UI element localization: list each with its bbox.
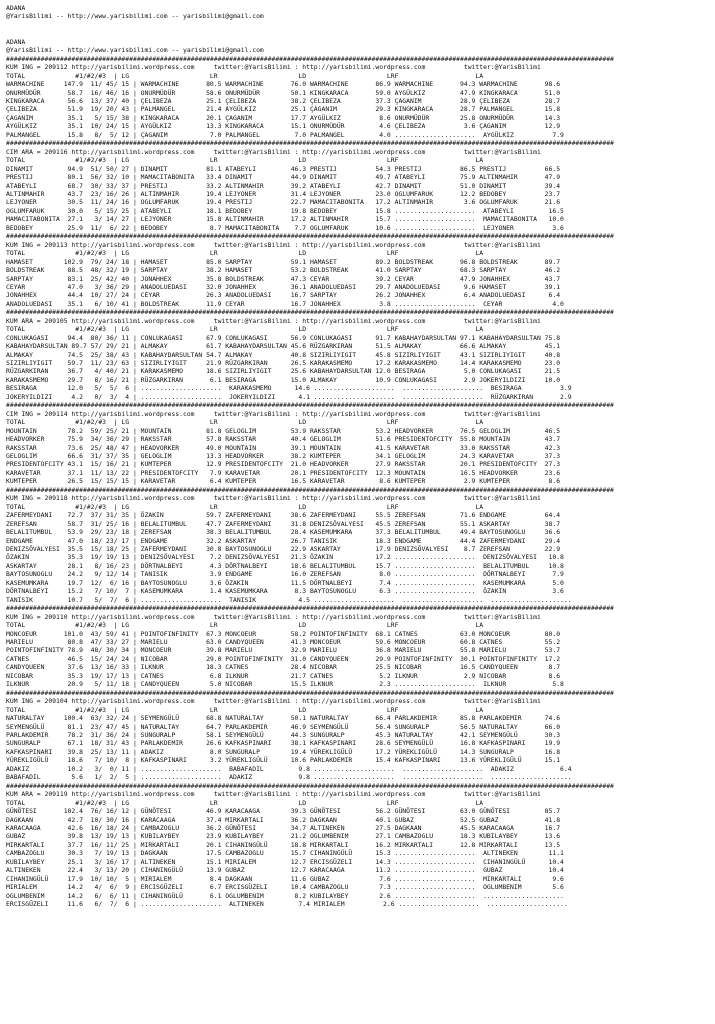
page-header-line: ADANA <box>6 4 26 12</box>
report-line: JOKERYILDIZI 4.2 0/ 3/ 4 | ..................... JOKERYILDIZI 4.1 ..................... ..................... RÜZGARKIRAN 2.9 <box>6 392 572 401</box>
report-line: GÜNÖTESI 102.4 76/ 16/ 12 | GÜNÖTESI 46.9 KARACAAGA 39.3 GÜNÖTESI 56.2 GÜNÖTESI 63.0 GÜNÖTESI 85.7 <box>6 807 561 816</box>
report-line: ONURMÜDÜR 58.7 16/ 46/ 16 | ONURMÜDÜR 58.6 ONURMÜDÜR 50.1 KINGKARACA 59.0 AYGÜLKIZ 47.9 KINGKARACA 51.0 <box>6 88 561 97</box>
report-line: NICOBAR 35.3 19/ 17/ 13 | CATNES 6.8 ILKNUR 21.7 CATNES 5.2 ILKNUR 2.9 NICOBAR 8.6 <box>6 671 561 680</box>
report-line: BELALITUMBUL 53.9 29/ 23/ 18 | ZEREFSAN 38.3 BELALITUMBUL 28.4 KASEMUMKARA 37.3 BELALITUMBUL 49.4 BAYTOSUNOGLU 36.6 <box>6 528 561 537</box>
report-line: ADAKIZ 10.2 3/ 0/ 11 | ..................... BABAFADIL 9.8 ..................... ..................... ADAKIZ 6.4 <box>6 764 572 773</box>
report-line: KUMTEPER 26.5 15/ 15/ 15 | KARAVETAR 6.4 KUMTEPER 16.5 KARAVETAR 8.6 KUMTEPER 2.9 KUMTEPER 8.6 <box>6 477 561 486</box>
report-line: SUNGURALP 67.1 18/ 31/ 43 | PARLAKDEMIR 26.6 KAFKASPINARI 38.1 KAFKASPINARI 28.6 SEYMENGÜLÜ 16.8 KAFKASPINARI 19.9 <box>6 739 561 748</box>
report-line: KAFKASPINARI 39.8 25/ 13/ 11 | ADAKIZ 8.0 SUNGURALP 19.4 YÜREKLIGÜLÜ 17.2 YÜREKLIGÜLÜ 14.3 SUNGURALP 16.8 <box>6 747 561 756</box>
race-header: KUM ING = 209104 http://yarisbilimi.wordpress.com twitter:@YarisBilimi : http://yarisbilimi.wordpress.com twitter:@YarisBilimi <box>6 697 541 706</box>
report-line: RAKSSTAR 73.6 25/ 48/ 47 | HEADVORKER 49.0 MOUNTAIN 39.1 MOUNTAIN 41.5 KARAVETAR 33.0 RAKSSTAR 42.3 <box>6 443 561 452</box>
report-line: WARMACHINE 147.9 11/ 45/ 15 | WARMACHINE 80.5 WARMACHINE 76.0 WARMACHINE 86.9 WARMACHINE 94.3 WARMACHINE 98.6 <box>6 80 561 89</box>
column-header: TOTAL #1/#2/#3 | LG LR LD LRF LA <box>6 325 484 334</box>
report-line: KARAKASMEMO 29.7 8/ 16/ 21 | RÜZGARKIRAN 6.1 BESIRAGA 15.0 ALMAKAY 10.9 CONLUKAGASI 2.9 JOKERYILDIZI 10.0 <box>6 375 561 384</box>
race-header: KUM ING = 209118 http://yarisbilimi.wordpress.com twitter:@YarisBilimi : http://yarisbilimi.wordpress.com twitter:@YarisBilimi <box>6 494 541 503</box>
report-line: CEYAR 47.0 3/ 36/ 29 | ANADOLUEDASI 32.0 JONAHHEX 36.1 ANADOLUEDASI 29.7 ANADOLUEDASI 9.6 HAMASET 39.1 <box>6 282 561 291</box>
column-header: TOTAL #1/#2/#3 | LG LR LD LRF LA <box>6 705 484 714</box>
race-header: KUM ARA = 209119 http://yarisbilimi.wordpress.com twitter:@YarisBilimi : http://yarisbilimi.wordpress.com twitter:@YarisBilimi <box>6 790 541 799</box>
section-divider: ############################################################################################################################################################## <box>6 781 614 790</box>
report-line: SEYMENGÜLÜ 81.1 23/ 47/ 45 | NATURALTAY 64.7 PARLAKDEMIR 46.9 SEYMENGÜLÜ 56.4 SUNGURALP 56.5 NATURALTAY 66.0 <box>6 722 561 731</box>
column-header: TOTAL #1/#2/#3 | LG LR LD LRF LA <box>6 621 484 630</box>
report-line: KINGKARACA 56.6 13/ 37/ 40 | ÇELIBEZA 25.1 ÇELIBEZA 38.2 ÇELIBEZA 37.3 ÇAGANIM 28.9 ÇELIBEZA 28.7 <box>6 96 561 105</box>
report-line: MIRIALEM 14.2 4/ 6/ 9 | ERCISGÜZELI 6.7 ERCISGÜZELI 10.4 CAMBAZOGLU 7.3 ..................... OGLUMBENIM 5.6 <box>6 883 564 892</box>
race-header: CIM ING = 209114 http://yarisbilimi.wordpress.com twitter:@YarisBilimi : http://yarisbilimi.wordpress.com twitter:@YarisBilimi <box>6 409 541 418</box>
report-line: MIRKARTALI 37.7 16/ 11/ 25 | MIRKARTALI 20.1 CIHANINGÜLÜ 18.8 MIRKARTALI 16.2 MIRKARTALI 12.8 MIRKARTALI 13.5 <box>6 840 561 849</box>
column-header: TOTAL #1/#2/#3 | LG LR LD LRF LA <box>6 502 484 511</box>
report-line: JONAHHEX 44.4 10/ 27/ 24 | CEYAR 26.3 ANADOLUEDASI 16.7 SARPTAY 26.2 JONAHHEX 6.4 ANADOLUEDASI 6.4 <box>6 291 561 300</box>
report-line: MAMACITABONITA 27.1 3/ 14/ 27 | LEJYONER 15.8 ALTINMAHIR 17.2 ALTINMAHIR 15.7 ..................... MAMACITABONITA 10.0 <box>6 215 564 224</box>
report-line: PRESIDENTOFCITY 43.1 15/ 16/ 21 | KUMTEPER 12.9 PRESIDENTOFCITY 21.0 HEADVORKER 27.9 RAKSSTAR 20.1 PRESIDENTOFCITY 27.3 <box>6 460 561 469</box>
report-line: CAMBAZOGLU 30.3 7/ 19/ 13 | DAGKAAN 17.5 CAMBAZOGLU 15.7 CIHANINGÜLÜ 15.3 ..................... ALTINEKEN 11.1 <box>6 849 564 858</box>
report-line: ENDGAME 47.0 18/ 23/ 17 | ENDGAME 32.2 ASKARTAY 26.7 TANISIK 18.3 ENDGAME 44.4 ZAFERMEYDANI 29.4 <box>6 536 561 545</box>
race-header: KUM ING = 209112 http://yarisbilimi.wordpress.com twitter:@YarisBilimi : http://yarisbilimi.wordpress.com twitter:@YarisBilimi <box>6 63 541 72</box>
report-line: OGLUMBENIM 14.2 6/ 6/ 11 | CIHANINGÜLÜ 6.1 OGLUMBENIM 8.2 KUBILAYBEY 2.6 ..................... ..................... <box>6 891 564 900</box>
report-line: ÖZAKIN 35.3 19/ 19/ 13 | DENIZSÖVALYESI 7.2 DENIZSÖVALYESI 21.3 ÖZAKIN 17.2 ..................... DENIZSÖVALYESI 10.8 <box>6 553 564 562</box>
section-divider: ############################################################################################################################################################## <box>6 485 614 494</box>
section-divider: ############################################################################################################################################################## <box>6 604 614 613</box>
report-line: SARPTAY 83.1 25/ 42/ 40 | JONAHHEX 35.8 BOLDSTREAK 47.3 CEYAR 39.2 CEYAR 47.9 JONAHHEX 43.7 <box>6 274 561 283</box>
section-divider: ############################################################################################################################################################## <box>6 401 614 410</box>
section-divider: ############################################################################################################################################################## <box>6 139 614 148</box>
race-report-document <box>6 4 711 908</box>
report-line: MARIELU 80.8 47/ 33/ 27 | MARIELU 63.0 CANDYQUEEN 41.3 MONCOEUR 59.6 MONCOEUR 60.8 CATNES 55.2 <box>6 637 561 646</box>
report-line: HAMASET 102.9 79/ 24/ 18 | HAMASET 85.0 SARPTAY 59.1 HAMASET 89.2 BOLDSTREAK 96.8 BOLDSTREAK 89.7 <box>6 257 561 266</box>
column-header: TOTAL #1/#2/#3 | LG LR LD LRF LA <box>6 249 484 258</box>
report-line: BAYTOSUNOGLU 24.2 9/ 12/ 14 | TANISIK 3.9 ENDGAME 16.0 ZEREFSAN 8.0 ..................... DÖRTNALBEYI 7.9 <box>6 570 564 579</box>
report-line: RÜZGARKIRAN 36.7 4/ 40/ 21 | KARAKASMEMO 18.6 SIZIRLIYIGIT 25.6 KABAHAYDARSULTAN 12.0 BESIRAGA 5.0 CONLUKAGASI 21.5 <box>6 367 561 376</box>
report-line: TANISIK 10.7 5/ 7/ 6 | ..................... TANISIK 4.5 ..................... ..................... ..................... <box>6 595 572 604</box>
column-header: TOTAL #1/#2/#3 | LG LR LD LRF LA <box>6 418 484 427</box>
report-line: BESIRAGA 12.0 5/ 5/ 6 | ..................... KARAKASMEMO 14.6 ..................... ..................... BESIRAGA 3.9 <box>6 384 572 393</box>
report-line: BABAFADIL 5.6 1/ 2/ 5 | ..................... ADAKIZ 9.8 ..................... ..................... ..................... <box>6 773 572 782</box>
column-header: TOTAL #1/#2/#3 | LG LR LD LRF LA <box>6 71 484 80</box>
report-line: ASKARTAY 28.1 8/ 16/ 23 | DÖRTNALBEYI 4.3 DÖRTNALBEYI 18.6 BELALITUMBUL 15.7 ..................... BELALITUMBUL 10.8 <box>6 561 564 570</box>
race-header: KUM ING = 209113 http://yarisbilimi.wordpress.com twitter:@YarisBilimi : http://yarisbilimi.wordpress.com twitter:@YarisBilimi <box>6 240 541 249</box>
report-line: ILKNUR 20.9 5/ 11/ 18 | CANDYQUEEN 5.0 NICOBAR 15.5 ILKNUR 2.3 ..................... ILKNUR 5.8 <box>6 680 564 689</box>
report-line: KARACAAGA 42.6 16/ 18/ 24 | CAMBAZOGLU 36.2 GÜNÖTESI 34.7 ALTINEKEN 27.5 DAGKAAN 45.5 KARACAAGA 16.7 <box>6 823 561 832</box>
report-line: POINTOFINFINITY 78.9 48/ 30/ 34 | MONCOEUR 39.8 MARIELU 32.9 MARIELU 36.8 MARIELU 55.8 MARIELU 53.7 <box>6 646 561 655</box>
blank-line <box>6 29 711 37</box>
report-line: PRESTIJ 80.1 56/ 32/ 10 | MAMACITABONITA 33.4 DINAMIT 44.9 DINAMIT 49.7 ATABEYLI 75.9 ALTINMAHIR 47.9 <box>6 173 561 182</box>
report-line: ALTINMAHIR 43.7 23/ 16/ 26 | ALTINMAHIR 19.4 LEJYONER 31.4 LEJYONER 23.0 OGLUMFARUK 12.2 BEDOBEY 23.7 <box>6 189 561 198</box>
report-line: ATABEYLI 68.7 30/ 33/ 37 | PRESTIJ 33.2 ALTINMAHIR 39.2 ATABEYLI 42.7 DINAMIT 51.0 DINAMIT 39.4 <box>6 181 561 190</box>
page-header-line: @YarisBilimi -- http://www.yarisbilimi.com -- yarisbilimi@gmail.com <box>6 12 264 21</box>
column-header: TOTAL #1/#2/#3 | LG LR LD LRF LA <box>6 156 484 165</box>
report-line: MONCOEUR 101.0 43/ 59/ 41 | POINTOFINFINITY 67.3 MONCOEUR 58.2 POINTOFINFINITY 68.1 CATNES 63.0 MONCOEUR 80.0 <box>6 629 561 638</box>
report-line: KARAVETAR 37.1 11/ 13/ 22 | PRESIDENTOFCITY 7.9 KARAVETAR 20.1 PRESIDENTOFCITY 12.3 MOUNTAIN 16.5 HEADVORKER 23.6 <box>6 468 561 477</box>
section-divider: ############################################################################################################################################################## <box>6 308 614 317</box>
report-line: ZAFERMEYDANI 72.7 37/ 31/ 35 | ÖZAKIN 59.7 ZAFERMEYDANI 38.6 ZAFERMEYDANI 55.5 ZEREFSAN 71.6 ENDGAME 64.4 <box>6 511 561 520</box>
report-line: BOLDSTREAK 88.5 48/ 32/ 19 | SARPTAY 38.2 HAMASET 53.2 BOLDSTREAK 41.0 SARPTAY 68.3 SARPTAY 46.2 <box>6 266 561 275</box>
report-line: CATNES 46.5 15/ 24/ 24 | NICOBAR 29.0 POINTOFINFINITY 31.0 CANDYQUEEN 29.9 POINTOFINFINITY 30.1 POINTOFINFINITY 17.2 <box>6 654 561 663</box>
report-line: ÇELIBEZA 51.9 19/ 20/ 43 | PALMANGEL 21.4 AYGÜLKIZ 25.1 ÇAGANIM 29.3 KINGKARACA 28.7 PALMANGEL 15.8 <box>6 105 561 114</box>
page-header-line: @YarisBilimi -- http://www.yarisbilimi.com -- yarisbilimi@gmail.com <box>6 46 264 55</box>
report-line: DINAMIT 94.9 51/ 50/ 27 | DINAMIT 81.1 ATABEYLI 46.3 PRESTIJ 54.3 PRESTIJ 86.5 PRESTIJ 66.5 <box>6 164 561 173</box>
report-line: CONLUKAGASI 94.4 80/ 36/ 11 | CONLUKAGASI 67.9 CONLUKAGASI 56.9 CONLUKAGASI 91.7 KABAHAYDARSULTAN 97.1 KABAHAYDARSULTAN 75.8 <box>6 333 561 342</box>
report-line: GELOGLIM 66.6 31/ 37/ 35 | GELOGLIM 13.3 HEADVORKER 38.2 KUMTEPER 34.1 GELOGLIM 24.3 KARAVETAR 37.3 <box>6 452 561 461</box>
report-line: PARLAKDEMIR 78.2 31/ 36/ 24 | SUNGURALP 58.1 SEYMENGÜLÜ 44.3 SUNGURALP 45.3 NATURALTAY 42.1 SEYMENGÜLÜ 30.3 <box>6 730 561 739</box>
race-header: CIM ARA = 209116 http://yarisbilimi.wordpress.com twitter:@YarisBilimi : http://yarisbilimi.wordpress.com twitter:@YarisBilimi <box>6 147 541 156</box>
report-line: CIHANINGÜLÜ 17.9 10/ 10/ 5 | MIRIALEM 8.4 DAGKAAN 11.6 GUBAZ 7.6 ..................... MIRKARTALI 9.6 <box>6 874 564 883</box>
report-line: ALMAKAY 74.5 25/ 38/ 43 | KABAHAYDARSULTAN 54.7 ALMAKAY 40.8 SIZIRLIYIGIT 45.8 SIZIRLIYIGIT 43.1 SIZIRLIYIGIT 40.8 <box>6 350 561 359</box>
race-header: KUM ING = 209110 http://yarisbilimi.wordpress.com twitter:@YarisBilimi : http://yarisbilimi.wordpress.com twitter:@YarisBilimi <box>6 612 541 621</box>
section-divider: ############################################################################################################################################################## <box>6 232 614 241</box>
report-line: ERCISGÜZELI 11.6 6/ 7/ 6 | ..................... ALTINEKEN 7.4 MIRIALEM 2.6 ..................... ..................... <box>6 900 568 909</box>
report-line: DENIZSÖVALYESI 35.5 15/ 18/ 25 | ZAFERMEYDANI 30.8 BAYTOSUNOGLU 22.9 ASKARTAY 17.9 DENIZSÖVALYESI 8.7 ZEREFSAN 22.9 <box>6 545 561 553</box>
report-line: CANDYQUEEN 37.6 13/ 16/ 33 | ILKNUR 18.3 CATNES 28.4 NICOBAR 25.5 NICOBAR 16.5 CANDYQUEEN 8.7 <box>6 663 561 672</box>
report-line: KASEMUMKARA 19.7 12/ 6/ 16 | BAYTOSUNOGLU 3.6 ÖZAKIN 11.5 DÖRTNALBEYI 7.4 ..................... KASEMUMKARA 5.0 <box>6 578 564 587</box>
report-line: PALMANGEL 15.8 8/ 5/ 12 | ÇAGANIM 7.0 PALMANGEL 7.0 PALMANGEL 4.0 ..................... AYGÜLKIZ 7.9 <box>6 130 564 139</box>
page-header-line: ADANA <box>6 37 26 46</box>
report-line: YÜREKLIGÜLÜ 18.6 7/ 10/ 8 | KAFKASPINARI 3.2 YÜREKLIGÜLÜ 10.6 PARLAKDEMIR 15.4 KAFKASPINARI 13.6 YÜREKLIGÜLÜ 15.1 <box>6 756 561 765</box>
report-line: ANADOLUEDASI 35.1 6/ 10/ 41 | BOLDSTREAK 11.9 CEYAR 16.7 JONAHHEX 3.8 ..................... CEYAR 4.0 <box>6 299 564 308</box>
report-line: ALTINEKEN 22.4 3/ 13/ 20 | CIHANINGÜLÜ 13.9 GUBAZ 12.7 KARACAAGA 11.2 ..................... GUBAZ 10.4 <box>6 866 564 875</box>
report-line: LEJYONER 30.5 11/ 24/ 16 | OGLUMFARUK 19.4 PRESTIJ 22.7 MAMACITABONITA 17.2 ALTINMAHIR 3.6 OGLUMFARUK 21.6 <box>6 198 561 207</box>
section-divider: ############################################################################################################################################################## <box>6 688 614 697</box>
report-line: GUBAZ 39.8 13/ 19/ 13 | KUBILAYBEY 23.9 KUBILAYBEY 21.2 OGLUMBENIM 27.1 CAMBAZOGLU 18.3 KUBILAYBEY 13.6 <box>6 832 561 841</box>
report-line: ZEREFSAN 58.7 31/ 25/ 16 | BELALITUMBUL 47.7 ZAFERMEYDANI 31.8 DENIZSÖVALYESI 45.5 ZEREFSAN 55.1 ASKARTAY 38.7 <box>6 519 561 528</box>
report-line: NATURALTAY 100.4 63/ 32/ 24 | SEYMENGÜLÜ 68.8 NATURALTAY 50.1 NATURALTAY 66.4 PARLAKDEMIR 85.8 PARLAKDEMIR 74.6 <box>6 714 561 723</box>
report-line: HEADVORKER 75.9 34/ 36/ 29 | RAKSSTAR 57.8 RAKSSTAR 40.4 GELOGLIM 51.6 PRESIDENTOFCITY 55.8 MOUNTAIN 43.7 <box>6 435 561 444</box>
blank-line <box>6 21 711 29</box>
report-line: BEDOBEY 25.9 11/ 6/ 22 | BEDOBEY 8.7 MAMACITABONITA 7.7 OGLUMFARUK 10.6 ..................... LEJYONER 3.6 <box>6 223 564 232</box>
report-line: DAGKAAN 42.7 10/ 30/ 16 | KARACAAGA 37.4 MIRKARTALI 36.2 DAGKAAN 40.1 GUBAZ 52.5 GUBAZ 41.8 <box>6 815 561 824</box>
section-divider: ############################################################################################################################################################## <box>6 54 614 63</box>
report-line: KUBILAYBEY 25.1 3/ 16/ 17 | ALTINEKEN 15.1 MIRIALEM 12.7 ERCISGÜZELI 14.3 ..................... CIHANINGÜLÜ 10.4 <box>6 857 564 866</box>
report-line: KABAHAYDARSULTAN 89.7 57/ 29/ 21 | ALMAKAY 61.7 KABAHAYDARSULTAN 45.6 RÜZGARKIRAN 51.5 ALMAKAY 66.6 ALMAKAY 45.1 <box>6 342 561 351</box>
report-line: AYGÜLKIZ 35.1 10/ 24/ 15 | AYGÜLKIZ 13.3 KINGKARACA 15.1 ONURMÜDÜR 4.6 ÇELIBEZA 3.6 ÇAGANIM 12.9 <box>6 122 561 131</box>
column-header: TOTAL #1/#2/#3 | LG LR LD LRF LA <box>6 798 484 807</box>
report-line: OGLUMFARUK 30.0 5/ 15/ 25 | ATABEYLI 18.1 BEDOBEY 19.8 BEDOBEY 15.8 ..................... ATABEYLI 16.5 <box>6 206 564 215</box>
report-line: DÖRTNALBEYI 15.2 7/ 10/ 7 | KASEMUMKARA 1.4 KASEMUMKARA 8.3 BAYTOSUNOGLU 6.3 ..................... ÖZAKIN 3.6 <box>6 587 564 596</box>
report-line: ÇAGANIM 35.1 5/ 15/ 38 | KINGKARACA 20.1 ÇAGANIM 17.7 AYGÜLKIZ 8.6 ONURMÜDÜR 25.8 ONURMÜDÜR 14.3 <box>6 113 561 122</box>
race-header: KUM ARA = 209105 http://yarisbilimi.wordpress.com twitter:@YarisBilimi : http://yarisbilimi.wordpress.com twitter:@YarisBilimi <box>6 316 541 325</box>
report-line: MOUNTAIN 78.2 59/ 25/ 21 | MOUNTAIN 81.8 GELOGLIM 53.9 RAKSSTAR 53.2 HEADVORKER 76.5 GELOGLIM 46.5 <box>6 426 561 435</box>
report-line: SIZIRLIYIGIT 59.7 11/ 23/ 63 | SIZIRLIYIGIT 21.9 RÜZGARKIRAN 26.5 KARAKASMEMO 17.2 KARAKASMEMO 14.4 KARAKASMEMO 23.0 <box>6 359 561 368</box>
